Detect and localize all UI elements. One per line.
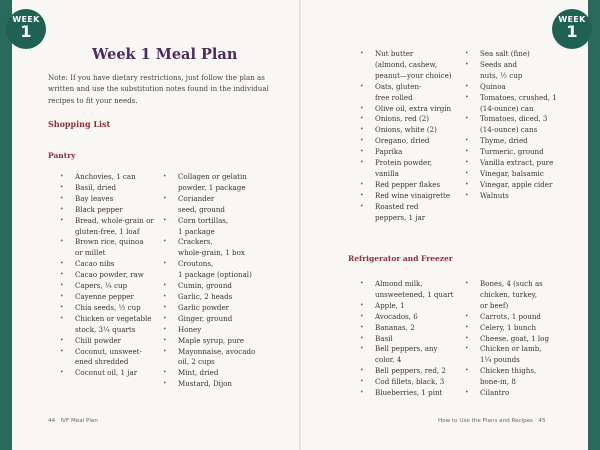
list-item-text: • Sea salt (fine) [480, 49, 530, 58]
list-item [359, 82, 467, 104]
list-item [359, 344, 467, 366]
list-item [59, 216, 174, 238]
list-item-text: • Red pepper flakes [375, 179, 441, 189]
list-item-text: or millet [75, 248, 106, 258]
list-item-text: • Blueberries, 1 pint [375, 388, 443, 398]
list-item [59, 270, 174, 281]
footer-title: How to Use the Plans and Recipes [438, 418, 534, 424]
list-item-text: • Carrots, 1 pound [480, 311, 541, 321]
list-item-text: (almond, cashew, [375, 59, 437, 69]
list-item [464, 169, 584, 180]
list-item [464, 93, 584, 115]
list-item-text: peanut—your choice) [375, 70, 452, 80]
list-item [162, 347, 282, 369]
list-item [59, 281, 174, 292]
list-item [162, 172, 282, 194]
list-item [59, 183, 174, 194]
list-item [359, 366, 467, 377]
list-item [59, 237, 174, 259]
list-item-text: peppers, 1 jar [375, 212, 426, 222]
page-number: 45 [538, 418, 546, 424]
list-item [359, 388, 467, 399]
list-item [59, 303, 174, 314]
list-item-text: • Nut butter [375, 49, 414, 58]
list-item-text: bone-in, 8 [480, 377, 516, 387]
week-tab-number: 1 [20, 22, 32, 41]
list-item-text: • Chicken or lamb, [480, 344, 542, 354]
list-item-text: ened shredded [75, 357, 129, 367]
list-item [464, 114, 584, 136]
list-item-text: • Seeds and [480, 59, 518, 69]
list-item-text: • Tomatoes, diced, 3 [480, 114, 548, 124]
pantry-list-col-2 [162, 172, 282, 390]
list-item-text: • Paprika [375, 147, 403, 157]
list-item [162, 281, 282, 292]
pantry-heading: Pantry [48, 151, 76, 160]
list-item-text: • Onions, red (2) [375, 114, 430, 124]
list-item-text: (14-ounce) can [480, 103, 534, 113]
list-item-text: • Chia seeds, ½ cup [75, 302, 141, 312]
list-item [162, 303, 282, 314]
list-item-text: • Maple syrup, pure [178, 335, 245, 345]
list-item-text: • Coriander [178, 193, 215, 203]
list-item [59, 172, 174, 183]
list-item-text: • Chili powder [75, 335, 122, 345]
list-item-text: • Oats, gluten- [375, 81, 422, 91]
list-item-text: • Crackers, [178, 237, 213, 247]
list-item-text: • Walnuts [480, 190, 509, 200]
list-item [359, 125, 467, 136]
page-title: Week 1 Meal Plan [92, 46, 238, 63]
list-item [464, 158, 584, 169]
list-item-text: • Mint, dried [178, 368, 219, 378]
list-item-text: • Vinegar, apple cider [480, 179, 553, 189]
list-item-text: • Celery, 1 bunch [480, 322, 537, 332]
list-item-text: 1¼ pounds [480, 355, 520, 365]
list-item-text: • Collagen or gelatin [178, 172, 247, 181]
list-item [162, 292, 282, 303]
list-item [359, 191, 467, 202]
shopping-list-heading: Shopping List [48, 119, 111, 129]
list-item [59, 292, 174, 303]
list-item-text: • Bell peppers, red, 2 [375, 366, 446, 376]
list-item [359, 323, 467, 334]
list-item [464, 82, 584, 93]
fridge-heading: Refrigerator and Freezer [348, 254, 453, 263]
list-item-text: • Cheese, goat, 1 log [480, 333, 549, 343]
list-item-text: • Garlic powder [178, 302, 230, 312]
list-item-text: • Chicken thighs, [480, 366, 537, 376]
list-item [359, 377, 467, 388]
pantry-list-col-3 [359, 49, 467, 224]
list-item [359, 147, 467, 158]
list-item [162, 325, 282, 336]
list-item [59, 368, 174, 379]
list-item-text: • Protein powder, [375, 158, 433, 168]
week-tab-number: 1 [566, 22, 578, 41]
list-item-text: • Capers, ¼ cup [75, 281, 128, 291]
list-item-text: chicken, turkey, [480, 289, 537, 299]
list-item-text: • Ginger, ground [178, 313, 233, 323]
list-item [162, 194, 282, 216]
list-item [359, 49, 467, 82]
list-item [464, 60, 584, 82]
fridge-list-col-2 [464, 279, 584, 399]
week-tab-label: WEEK [558, 15, 586, 24]
list-item [464, 344, 584, 366]
list-item [59, 347, 174, 369]
list-item [464, 180, 584, 191]
list-item [162, 259, 282, 281]
list-item-text: • Cayenne pepper [75, 291, 134, 301]
list-item [359, 180, 467, 191]
footer-left: 44 · IVF Meal Plan [48, 418, 98, 424]
list-item [464, 279, 584, 312]
list-item [59, 194, 174, 205]
list-item [162, 336, 282, 347]
list-item-text: • Oregano, dried [375, 136, 430, 146]
list-item-text: • Black pepper [75, 204, 123, 214]
list-item [464, 366, 584, 388]
list-item [59, 205, 174, 216]
list-item-text: • Bay leaves [75, 193, 114, 203]
list-item [359, 202, 467, 224]
list-item [464, 136, 584, 147]
list-item [464, 312, 584, 323]
list-item-text: • Apple, 1 [375, 300, 405, 310]
list-item-text: • Honey [178, 324, 202, 334]
list-item-text: stock, 3¼ quarts [75, 324, 136, 334]
list-item [359, 301, 467, 312]
footer-title: IVF Meal Plan [60, 418, 98, 424]
list-item-text: • Thyme, dried [480, 136, 528, 146]
list-item-text: • Bread, whole-grain or [75, 215, 154, 225]
list-item [59, 314, 174, 336]
list-item [359, 279, 467, 301]
list-item-text: • Bananas, 2 [375, 322, 415, 332]
list-item-text: • Red wine vinaigrette [375, 190, 451, 200]
list-item-text: • Turmeric, ground [480, 147, 544, 157]
list-item-text: • Basil, dried [75, 182, 117, 192]
pantry-list-col-4 [464, 49, 584, 202]
page-number: 44 [48, 418, 56, 424]
list-item [162, 237, 282, 259]
list-item [162, 368, 282, 379]
list-item-text: • Anchovies, 1 can [75, 172, 136, 181]
list-item [359, 114, 467, 125]
list-item [359, 334, 467, 345]
list-item-text: • Garlic, 2 heads [178, 291, 233, 301]
pantry-list-col-1 [59, 172, 174, 379]
list-item [464, 388, 584, 399]
list-item-text: • Croutons, [178, 259, 214, 269]
list-item-text: • Mustard, Dijon [178, 379, 232, 389]
list-item-text: • Quinoa [480, 81, 506, 91]
list-item [464, 334, 584, 345]
list-item-text: color, 4 [375, 355, 402, 365]
list-item-text: • Mayonnaise, avocado [178, 346, 256, 356]
list-item-text: • Almond milk, [375, 279, 423, 288]
list-item [464, 147, 584, 158]
list-item-text: • Roasted red [375, 201, 419, 211]
list-item [359, 104, 467, 115]
list-item-text: • Cilantro [480, 388, 510, 398]
list-item-text: • Avocados, 6 [375, 311, 418, 321]
book-spine [299, 0, 301, 450]
list-item-text: • Corn tortillas, [178, 215, 229, 225]
list-item-text: • Vanilla extract, pure [480, 158, 554, 168]
list-item-text: whole-grain, 1 box [178, 248, 245, 258]
fridge-list-col-1 [359, 279, 467, 399]
list-item [162, 216, 282, 238]
list-item-text: • Vinegar, balsamic [480, 168, 544, 178]
week-tab-left [6, 9, 46, 49]
list-item-text: • Bones, 4 (such as [480, 279, 543, 288]
list-item-text: • Brown rice, quinoa [75, 237, 144, 247]
list-item-text: (14-ounce) cans [480, 125, 538, 135]
list-item-text: free rolled [375, 92, 413, 102]
list-item-text: gluten-free, 1 loaf [75, 226, 140, 236]
list-item-text: • Coconut oil, 1 jar [75, 368, 138, 378]
list-item-text: • Olive oil, extra virgin [375, 103, 452, 113]
list-item-text: • Bell peppers, any [375, 344, 438, 354]
list-item-text: 1 package [178, 226, 215, 236]
list-item [59, 259, 174, 270]
list-item-text: • Cod fillets, black, 3 [375, 377, 445, 387]
list-item [464, 191, 584, 202]
list-item-text: • Basil [375, 333, 393, 343]
list-item-text: • Cacao powder, raw [75, 270, 144, 280]
list-item-text: • Tomatoes, crushed, 1 [480, 92, 557, 102]
list-item [464, 49, 584, 60]
list-item [162, 314, 282, 325]
list-item-text: • Cumin, ground [178, 281, 232, 291]
list-item [359, 158, 467, 180]
list-item-text: seed, ground [178, 204, 225, 214]
dietary-note: Note: If you have dietary restrictions, just follow the plan as written and use the substitution notes found in the individual recipes to fit your needs. [48, 73, 269, 105]
list-item-text: • Chicken or vegetable [75, 313, 152, 323]
list-item-text: • Onions, white (2) [375, 125, 437, 135]
list-item-text: nuts, ½ cup [480, 70, 523, 80]
list-item [359, 136, 467, 147]
list-item-text: or beef) [480, 300, 509, 310]
list-item [359, 312, 467, 323]
list-item [162, 379, 282, 390]
list-item-text: vanilla [375, 168, 399, 178]
list-item-text: • Cacao nibs [75, 259, 115, 269]
list-item [59, 336, 174, 347]
list-item-text: powder, 1 package [178, 182, 246, 192]
list-item-text: oil, 2 cups [178, 357, 215, 367]
week-tab-right [552, 9, 592, 49]
week-tab-label: WEEK [12, 15, 40, 24]
list-item-text: 1 package (optional) [178, 270, 252, 280]
list-item-text: unsweetened, 1 quart [375, 289, 454, 299]
footer-right: How to Use the Plans and Recipes · 45 [438, 418, 546, 424]
list-item [464, 323, 584, 334]
list-item-text: • Coconut, unsweet- [75, 346, 142, 356]
